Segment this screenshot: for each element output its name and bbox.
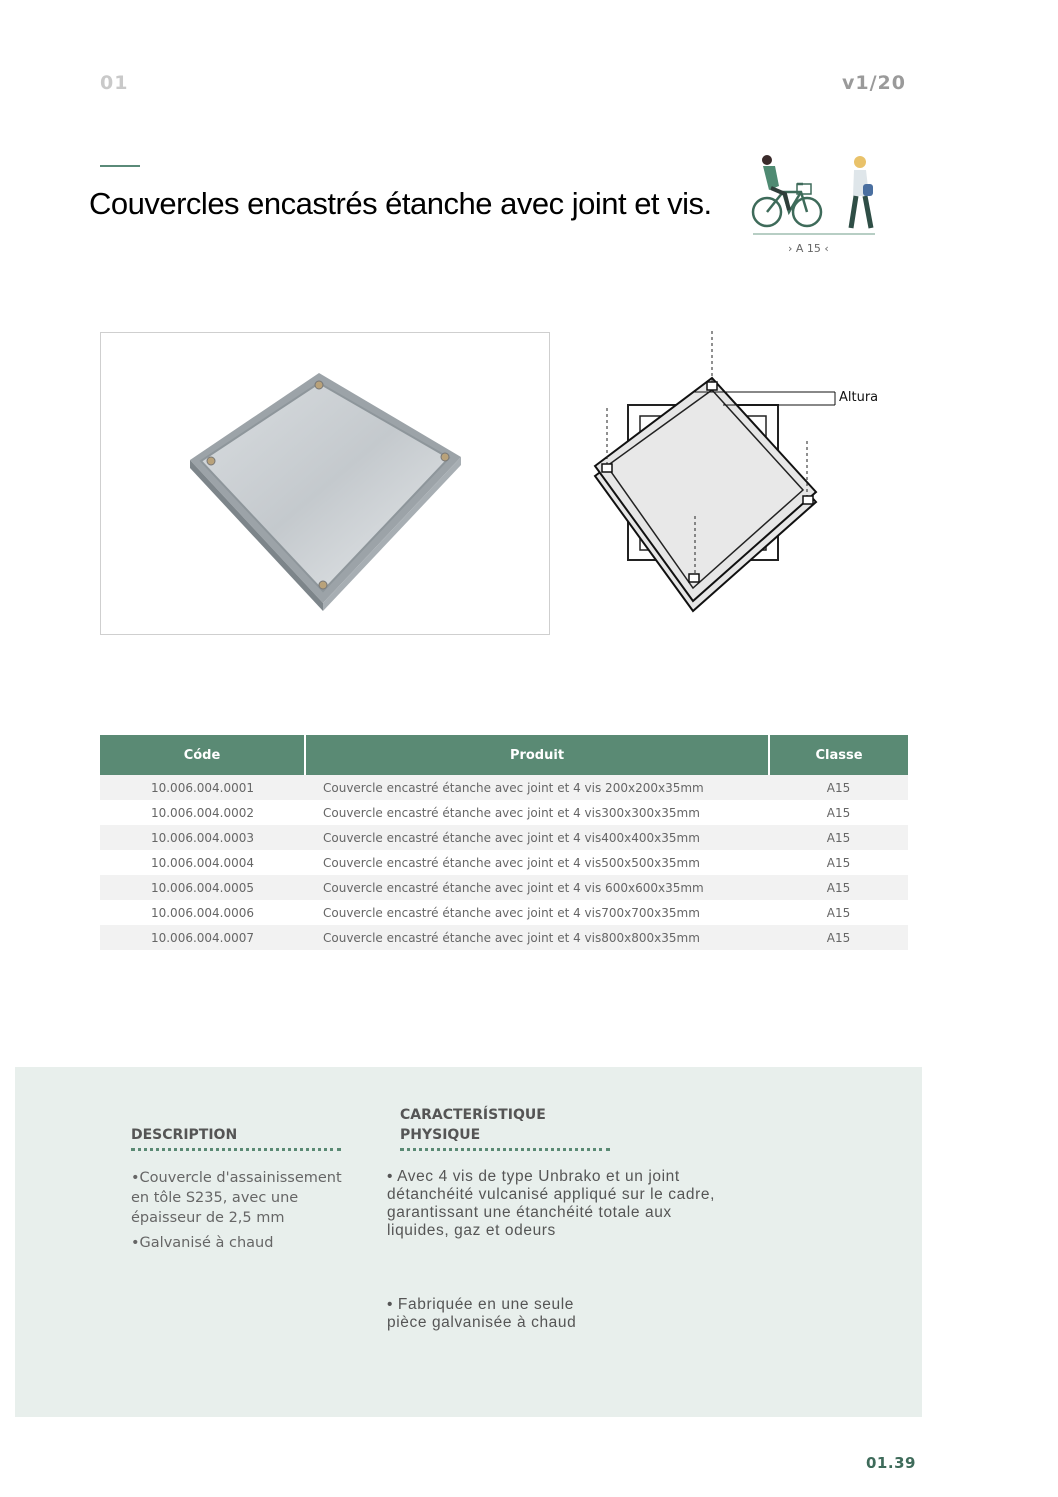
cell-class: A15 <box>769 850 908 875</box>
cell-product: Couvercle encastré étanche avec joint et 4 vis 200x200x35mm <box>305 775 769 800</box>
description-heading: DESCRIPTION <box>131 1127 238 1143</box>
table-row <box>100 775 908 800</box>
footer-page-ref: 01.39 <box>866 1454 916 1472</box>
class-tag: › A 15 ‹ <box>788 242 829 255</box>
characteristic-item: • Avec 4 vis de type Unbrako et un joint détanchéité vulcanisé appliqué sur le cadre, garantissant une étanchéité totale aux liquides, gaz et odeurs <box>387 1168 715 1239</box>
table-row <box>100 825 908 850</box>
cell-code: 10.006.004.0002 <box>100 800 305 825</box>
cell-class: A15 <box>769 875 908 900</box>
page-title: Couvercles encastrés étanche avec joint et vis. <box>89 186 712 221</box>
characteristic-item: • Fabriquée en une seule pièce galvanisée à chaud <box>387 1296 577 1331</box>
cell-code: 10.006.004.0003 <box>100 825 305 850</box>
technical-diagram <box>585 326 885 616</box>
cell-class: A15 <box>769 900 908 925</box>
cell-product: Couvercle encastré étanche avec joint et 4 vis300x300x35mm <box>305 800 769 825</box>
manhole-cover-image <box>101 333 549 634</box>
header-product: Produit <box>305 735 769 775</box>
table-row <box>100 800 908 825</box>
description-item: •Galvanisé à chaud <box>131 1235 274 1251</box>
cell-code: 10.006.004.0007 <box>100 925 305 950</box>
cell-product: Couvercle encastré étanche avec joint et 4 vis 600x600x35mm <box>305 875 769 900</box>
cell-code: 10.006.004.0004 <box>100 850 305 875</box>
version-label: v1/20 <box>842 72 906 94</box>
description-divider <box>131 1148 341 1151</box>
cyclist-pedestrian-illustration <box>745 150 885 240</box>
cell-class: A15 <box>769 925 908 950</box>
description-item: •Couvercle d'assainissement en tôle S235, avec une épaisseur de 2,5 mm <box>131 1170 342 1226</box>
table-header-row <box>100 735 908 775</box>
product-photo <box>100 332 550 635</box>
title-accent-line <box>100 165 140 167</box>
height-label: Altura <box>839 390 879 405</box>
cell-product: Couvercle encastré étanche avec joint et 4 vis400x400x35mm <box>305 825 769 850</box>
table-row <box>100 875 908 900</box>
characteristic-divider <box>400 1148 610 1151</box>
products-table <box>100 735 908 950</box>
cell-product: Couvercle encastré étanche avec joint et 4 vis700x700x35mm <box>305 900 769 925</box>
page-number: 01 <box>100 72 129 94</box>
cell-code: 10.006.004.0005 <box>100 875 305 900</box>
table-row <box>100 925 908 950</box>
cell-class: A15 <box>769 825 908 850</box>
header-class: Classe <box>769 735 908 775</box>
cell-class: A15 <box>769 800 908 825</box>
characteristic-heading: CARACTERÍSTIQUE <box>400 1107 546 1123</box>
cell-product: Couvercle encastré étanche avec joint et 4 vis800x800x35mm <box>305 925 769 950</box>
cell-class: A15 <box>769 775 908 800</box>
characteristic-heading-line2: PHYSIQUE <box>400 1127 481 1143</box>
table-row <box>100 900 908 925</box>
table-row <box>100 850 908 875</box>
header-code: Códe <box>100 735 305 775</box>
cell-code: 10.006.004.0006 <box>100 900 305 925</box>
cell-product: Couvercle encastré étanche avec joint et 4 vis500x500x35mm <box>305 850 769 875</box>
cell-code: 10.006.004.0001 <box>100 775 305 800</box>
description-text <box>131 1168 351 1258</box>
